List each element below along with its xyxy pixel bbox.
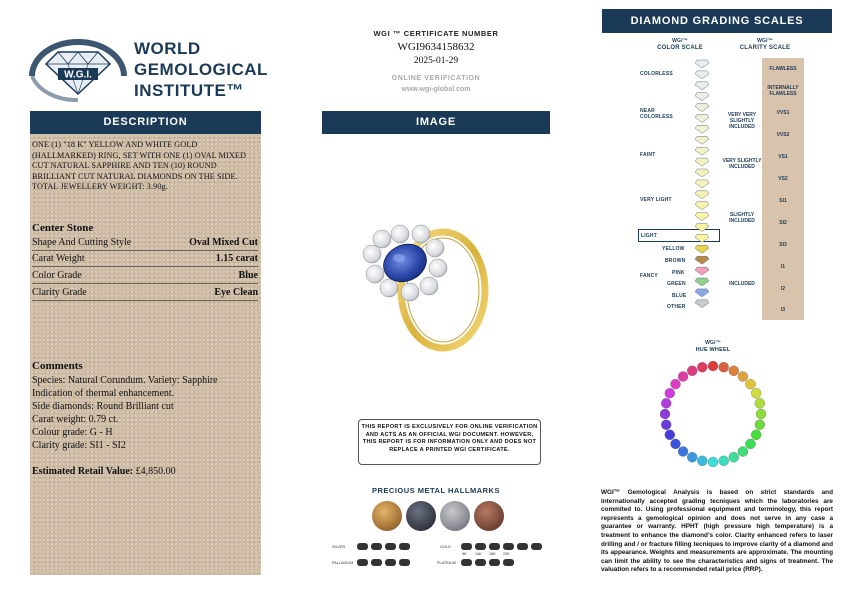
hallmark-stamp (399, 559, 410, 566)
fancy-color-label: GREEN (667, 281, 686, 287)
hallmark-stamp (503, 559, 514, 566)
ring-image (355, 208, 505, 358)
row-value: 1.15 carat (215, 253, 258, 264)
hue-gem (751, 430, 761, 440)
hallmark-stamp (371, 559, 382, 566)
color-group-label: VERY LIGHT (640, 197, 672, 203)
color-gem (695, 213, 709, 221)
color-gem (695, 224, 709, 232)
color-gem (695, 256, 709, 264)
description-panel (30, 134, 261, 575)
hue-gem (660, 409, 670, 419)
hue-gem (755, 398, 765, 408)
hue-gem (708, 457, 718, 467)
comment-line: Clarity grade: SI1 - SI2 (32, 440, 126, 451)
clarity-category: INCLUDED (729, 281, 755, 287)
clarity-grade: I2 (762, 278, 804, 301)
hallmark-stamp (531, 543, 542, 550)
description-header: DESCRIPTION (30, 111, 261, 134)
retail-amount: £4,850.00 (135, 466, 176, 477)
hue-gem (738, 372, 748, 382)
color-gem (695, 125, 709, 133)
hue-wheel (648, 352, 778, 472)
hallmarks-title: PRECIOUS METAL HALLMARKS (372, 486, 500, 495)
color-group-label: FANCY (640, 273, 658, 279)
gold-karat-mark: 9K (462, 552, 467, 556)
color-gem (695, 158, 709, 166)
hallmark-stamp (475, 559, 486, 566)
color-scale-title: COLOR SCALE (657, 45, 703, 51)
clarity-grade: SI1 (762, 190, 804, 213)
platinum-label: PLATINUM (437, 561, 456, 565)
comment-line: Carat weight: 0.79 ct. (32, 414, 119, 425)
wgi-logo (28, 32, 128, 102)
fancy-color-label: PINK (672, 270, 685, 276)
row-label: Color Grade (32, 270, 82, 281)
hue-gem (729, 366, 739, 376)
copper-hallmark-coin (474, 501, 504, 531)
clarity-category: VERY VERY SLIGHTLY INCLUDED (727, 112, 757, 130)
center-stone-row (32, 252, 258, 267)
clarity-grade: I3 (762, 300, 804, 321)
certificate-number: WGI9634158632 (397, 41, 475, 53)
color-gem (695, 191, 709, 199)
hallmark-stamp (385, 543, 396, 550)
color-gem (695, 300, 709, 308)
color-gem (695, 169, 709, 177)
hue-gem (697, 362, 707, 372)
hue-gem (687, 366, 697, 376)
hue-gem (729, 452, 739, 462)
color-scale-title-brand: WGI™ (672, 38, 688, 44)
hue-gem (665, 388, 675, 398)
clarity-grade: VVS1 (762, 102, 804, 125)
row-label: Clarity Grade (32, 287, 87, 298)
retail-value (32, 466, 176, 477)
image-header: IMAGE (322, 111, 550, 134)
hallmark-stamp (357, 543, 368, 550)
svg-text:W.G.I.: W.G.I. (64, 69, 92, 81)
description-text: ONE (1) "18 K" YELLOW AND WHITE GOLD (HALLMARKED) RING, SET WITH ONE (1) OVAL MIXED CUT NATURAL SAPPHIRE AND TEN (10) ROUND BRILLIANT CUT NATURAL DIAMONDS ON THE SIDE. TOTAL JEWELLERY WEIGHT: 3.90g. (32, 140, 246, 192)
row-label: Shape And Cutting Style (32, 237, 132, 248)
hue-gem (755, 420, 765, 430)
center-stone-row (32, 286, 258, 301)
hue-gem (671, 439, 681, 449)
hallmark-stamp (399, 543, 410, 550)
color-gem-column (694, 58, 710, 314)
color-gem (695, 71, 709, 79)
silver-hallmark-coin (440, 501, 470, 531)
clarity-grade: FLAWLESS (762, 58, 804, 81)
center-stone-row (32, 269, 258, 284)
hallmark-stamp (489, 543, 500, 550)
hue-gem (678, 447, 688, 457)
clarity-grade: VS2 (762, 168, 804, 191)
dark-hallmark-coin (406, 501, 436, 531)
palladium-label: PALLADIUM (332, 561, 354, 565)
retail-label: Estimated Retail Value: (32, 466, 134, 477)
hue-wheel-title-brand: WGI™ (705, 340, 721, 346)
fancy-color-label: BLUE (672, 293, 687, 299)
hue-gem (756, 409, 766, 419)
color-gem (695, 104, 709, 112)
comment-line: Side diamonds: Round Brilliant cut (32, 401, 174, 412)
disclaimer-box: THIS REPORT IS EXCLUSIVELY FOR ONLINE VERIFICATION AND ACTS AS AN OFFICIAL WGI DOCUMENT. HOWEVER, THIS REPORT IS FOR INFORMATION ONLY AND DOES NOT REPLACE A PRINTED WGI CERTIFICATE. (358, 419, 541, 465)
hue-gem (746, 379, 756, 389)
hue-gem (719, 456, 729, 466)
hallmark-stamp (517, 543, 528, 550)
row-value: Eye Clean (214, 287, 258, 298)
online-verification-label: ONLINE VERIFICATION (391, 75, 481, 82)
clarity-grade: SI3 (762, 234, 804, 257)
clarity-grade: INTERNALLY FLAWLESS (762, 80, 804, 103)
hue-gem (708, 361, 718, 371)
clarity-scale-title-brand: WGI™ (757, 38, 773, 44)
clarity-category: VERY SLIGHTLY INCLUDED (722, 158, 762, 170)
color-gem (695, 82, 709, 90)
certificate-label: WGI ™ CERTIFICATE NUMBER (373, 29, 499, 38)
comment-line: Species: Natural Corundum. Variety: Sapphire (32, 375, 218, 386)
color-group-label: LIGHT (641, 233, 657, 239)
color-gem (695, 180, 709, 188)
color-gem (695, 147, 709, 155)
gold-karat-mark: 22K (503, 552, 510, 556)
hue-gem (738, 447, 748, 457)
color-gem (695, 136, 709, 144)
hue-gem (678, 372, 688, 382)
color-group-label: FAINT (640, 152, 656, 158)
hue-gem (746, 439, 756, 449)
fancy-color-label: OTHER (667, 304, 686, 310)
gold-karat-mark: 18K (489, 552, 496, 556)
gold-label: GOLD (440, 545, 451, 549)
color-gem (695, 234, 709, 242)
comment-line: Colour grade: G - H (32, 427, 113, 438)
center-stone-title: Center Stone (32, 222, 94, 234)
gold-karat-mark: 14K (475, 552, 482, 556)
color-gem (695, 245, 709, 253)
hue-gem (719, 362, 729, 372)
hallmark-stamp (475, 543, 486, 550)
comment-line: Indication of thermal enhancement. (32, 388, 175, 399)
hallmark-stamp (461, 559, 472, 566)
row-label: Carat Weight (32, 253, 85, 264)
footer-disclaimer: WGI™ Gemological Analysis is based on strict standards and internationally accepted grading tecniques which the laboratories are commited to. Using professional equipment and terminology, this report represents a gemological opinion and does not serve in any case a guarantee or warranty. HPHT (high pressure high temperature) is a treatment to enhance the diamond's color. Clarity enhanced refers to laser drilling and / or fracture filling tecniques to improve clarity of a diamond and its appearance. Weights and measurements are approximate. The mounting can limit the ability to see the characteristics and signs of treatment. The valuation refers to a recommended retail price (RRP). (601, 489, 833, 574)
hue-gem (661, 420, 671, 430)
fancy-color-label: BROWN (665, 258, 686, 264)
color-gem (695, 115, 709, 123)
row-value: Blue (238, 270, 258, 281)
color-gem (695, 202, 709, 210)
color-gem (695, 278, 709, 286)
hue-gem (661, 398, 671, 408)
hue-gem (751, 388, 761, 398)
certificate-date: 2025-01-29 (413, 56, 459, 66)
clarity-grade: VVS2 (762, 124, 804, 147)
clarity-scale-title: CLARITY SCALE (739, 45, 791, 51)
hue-gem (697, 456, 707, 466)
color-gem (695, 289, 709, 297)
color-gem (695, 93, 709, 101)
clarity-grade: SI2 (762, 212, 804, 235)
clarity-grade: I1 (762, 256, 804, 279)
clarity-grade: VS1 (762, 146, 804, 169)
hallmark-stamp (461, 543, 472, 550)
org-name-line2: GEMOLOGICAL (134, 60, 268, 79)
hallmark-stamp (371, 543, 382, 550)
gold-hallmark-coin (372, 501, 402, 531)
clarity-category: SLIGHTLY INCLUDED (729, 212, 755, 224)
row-value: Oval Mixed Cut (189, 237, 258, 248)
color-gem (695, 267, 709, 275)
fancy-color-label: YELLOW (662, 246, 685, 252)
hue-gem (665, 430, 675, 440)
hue-wheel-title: HUE WHEEL (695, 347, 731, 353)
hue-gem (671, 379, 681, 389)
hallmark-stamp (385, 559, 396, 566)
org-name-line1: WORLD (134, 39, 201, 58)
hallmark-stamp (357, 559, 368, 566)
color-group-label: COLORLESS (640, 71, 673, 77)
org-name-line3: INSTITUTE™ (134, 81, 244, 100)
color-group-label: NEAR COLORLESS (640, 108, 673, 120)
color-gem (695, 60, 709, 68)
center-stone-row (32, 236, 258, 251)
hallmark-stamp (503, 543, 514, 550)
hallmark-stamp (489, 559, 500, 566)
silver-label: SILVER (332, 545, 346, 549)
hue-gem (687, 452, 697, 462)
grading-scales-header: DIAMOND GRADING SCALES (602, 9, 832, 33)
comments-title: Comments (32, 360, 83, 372)
verification-url[interactable]: www.wgi-global.com (401, 86, 471, 93)
